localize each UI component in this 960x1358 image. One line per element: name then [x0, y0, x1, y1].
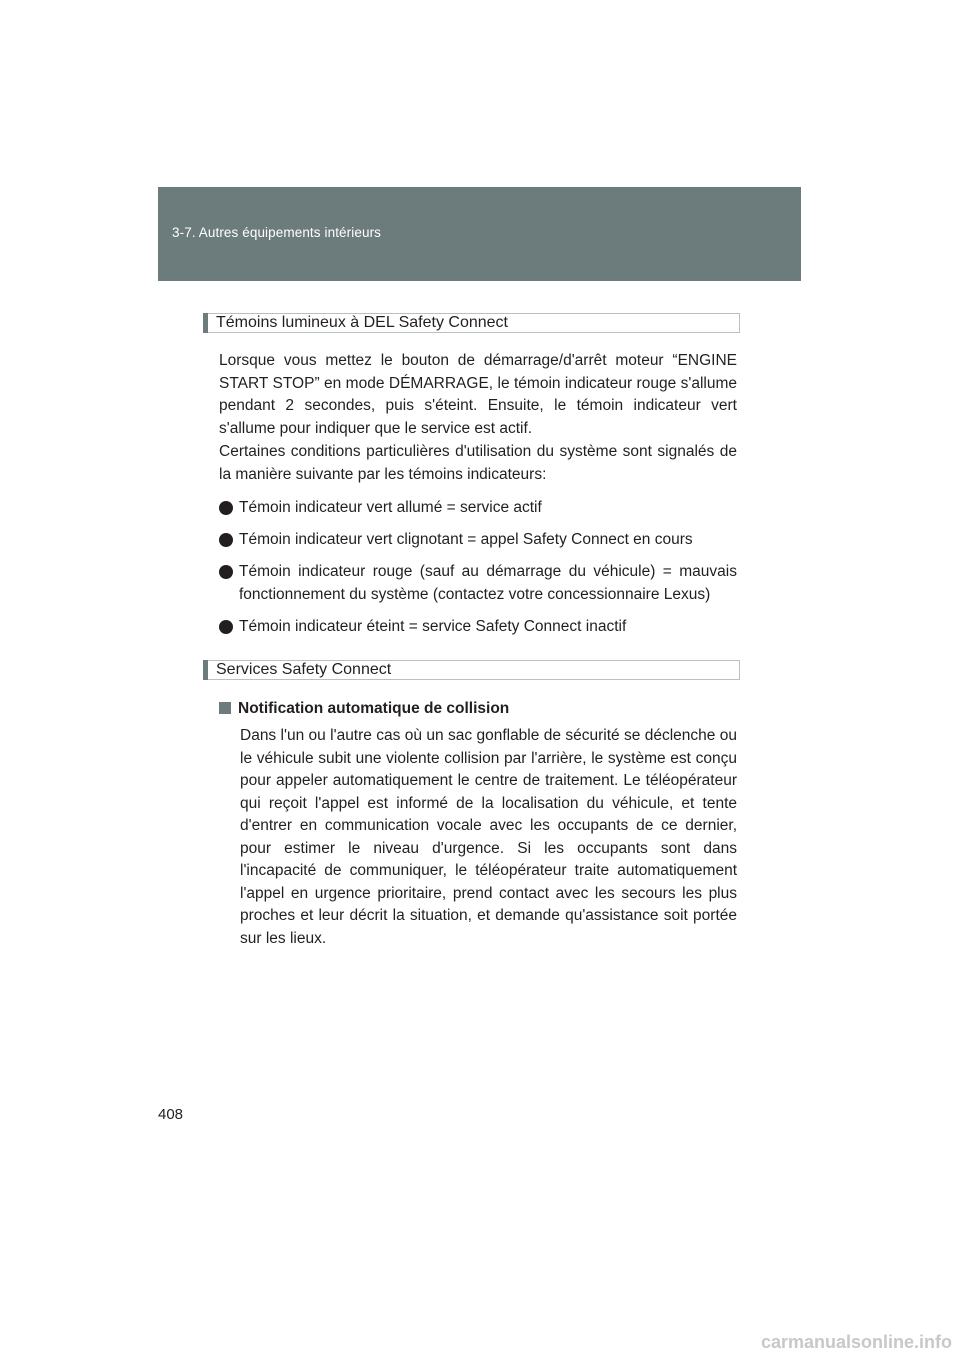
bullet-icon: [219, 533, 233, 547]
section-title: Témoins lumineux à DEL Safety Connect: [216, 314, 508, 331]
body-paragraph: Dans l'un ou l'autre cas où un sac gonflable de sécurité se déclenche ou le véhicule subit une violente collision par l'arrière, le système est conçu pour appeler automatiquement le centre de traitement. Le téléopérateur qui reçoit l'appel est informé de la localisation du véhicule, et tente d'entrer en communication vocale avec les occupants de ce dernier, pour estimer le niveau d'urgence. Si les occupants sont dans l'incapacité de communiquer, le téléopérateur traite automatiquement l'appel en urgence prioritaire, prend contact avec les secours les plus proches et leur décrit la situation, et demande qu'assistance soit portée sur les lieux.: [240, 727, 737, 947]
square-bullet-icon: [219, 702, 231, 714]
section-heading-del-indicators: [203, 313, 740, 333]
intro-paragraph-2: Certaines conditions particulières d'utilisation du système sont signalés de la manière suivante par les témoins indicateurs:: [219, 443, 737, 483]
list-item: Témoin indicateur vert allumé = service actif: [219, 497, 737, 520]
list-item: Témoin indicateur rouge (sauf au démarrage du véhicule) = mauvais fonctionnement du système (contactez votre concessionnaire Lexus): [219, 561, 737, 606]
list-item: Témoin indicateur éteint = service Safety Connect inactif: [219, 616, 737, 639]
section-heading-safety-connect-services: [203, 660, 740, 680]
bullet-icon: [219, 620, 233, 634]
bullet-icon: [219, 501, 233, 515]
watermark: carmanualsonline.info: [760, 1332, 952, 1352]
bullet-icon: [219, 565, 233, 579]
section-heading-accent-bar: [203, 660, 208, 680]
sub-heading: Notification automatique de collision: [219, 699, 509, 719]
section-heading-accent-bar: [203, 313, 208, 333]
list-item: Témoin indicateur vert clignotant = appel Safety Connect en cours: [219, 529, 737, 552]
page-number: 408: [158, 1106, 184, 1123]
intro-paragraph: Lorsque vous mettez le bouton de démarrage/d'arrêt moteur “ENGINE START STOP” en mode DÉMARRAGE, le témoin indicateur rouge s'allume pendant 2 secondes, puis s'éteint. Ensuite, le témoin indicateur vert s'allume pour indiquer que le service est actif.: [219, 352, 737, 437]
section-title: Services Safety Connect: [216, 661, 392, 678]
chapter-header-band: [158, 187, 801, 281]
chapter-title: 3-7. Autres équipements intérieurs: [172, 225, 382, 240]
